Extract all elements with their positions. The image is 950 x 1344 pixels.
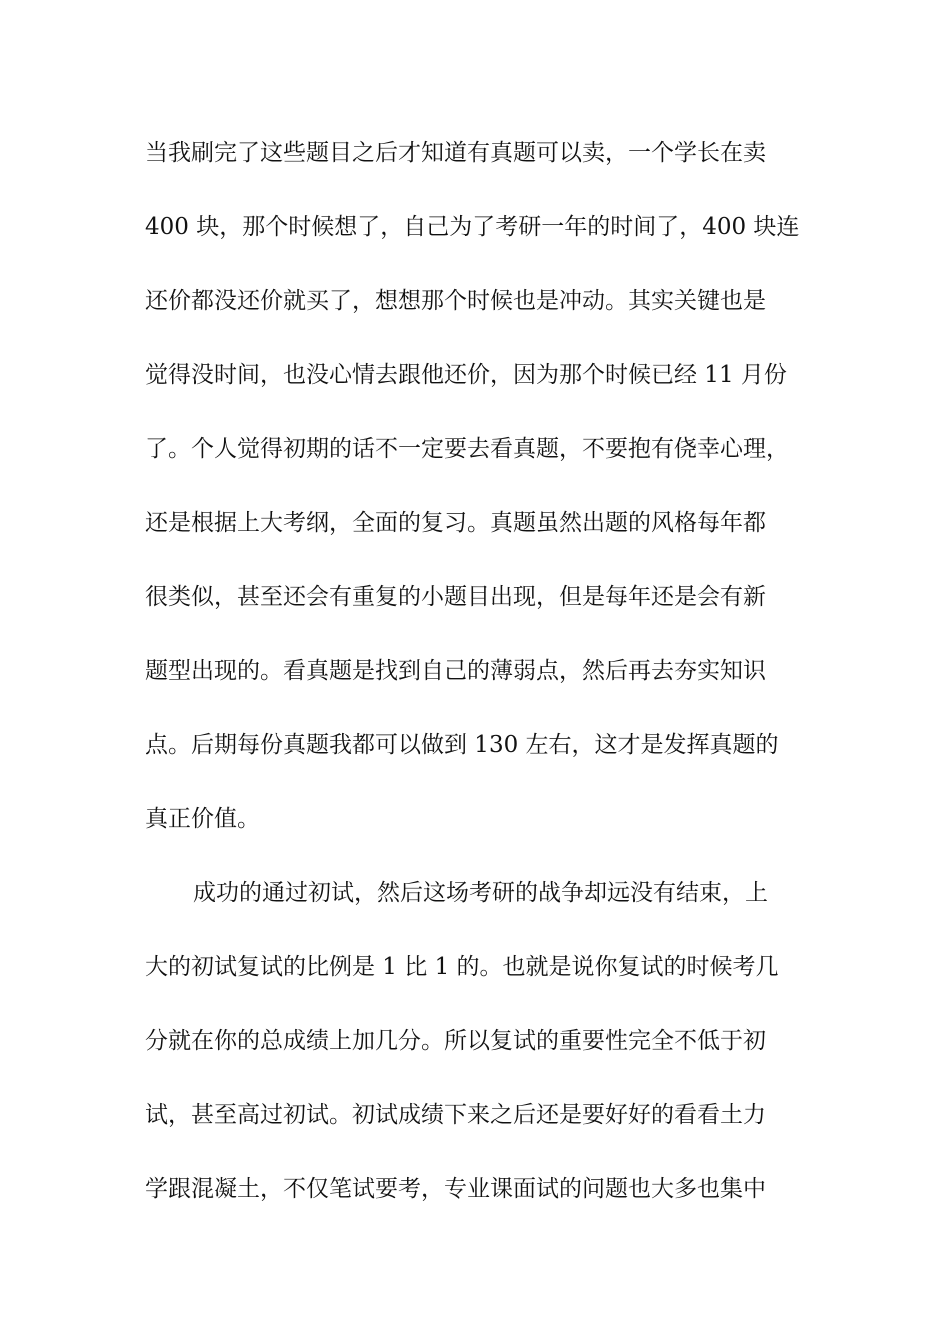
paragraph-line: 真正价值。 [145,806,260,832]
paragraph-line: 点。后期每份真题我都可以做到 130 左右，这才是发挥真题的 [145,732,779,758]
paragraph-line: 很类似，甚至还会有重复的小题目出现，但是每年还是会有新 [145,584,766,610]
paragraph-line: 大的初试复试的比例是 1 比 1 的。也就是说你复试的时候考几 [145,954,779,980]
paragraph-line: 还是根据上大考纲，全面的复习。真题虽然出题的风格每年都 [145,510,766,536]
paragraph-line: 还价都没还价就买了，想想那个时候也是冲动。其实关键也是 [145,288,766,314]
paragraph-line: 分就在你的总成绩上加几分。所以复试的重要性完全不低于初 [145,1028,766,1054]
paragraph-line: 觉得没时间，也没心情去跟他还价，因为那个时候已经 11 月份 [145,362,787,388]
paragraph-line: 题型出现的。看真题是找到自己的薄弱点，然后再去夯实知识 [145,658,766,684]
paragraph-line: 学跟混凝土，不仅笔试要考，专业课面试的问题也大多也集中 [145,1176,766,1202]
paragraph-line: 当我刷完了这些题目之后才知道有真题可以卖，一个学长在卖 [145,140,766,166]
paragraph-first-line: 成功的通过初试，然后这场考研的战争却远没有结束，上 [193,880,768,906]
paragraph-line: 400 块，那个时候想了，自己为了考研一年的时间了，400 块连 [145,214,800,240]
paragraph-line: 试，甚至高过初试。初试成绩下来之后还是要好好的看看土力 [145,1102,766,1128]
paragraph-line: 了。个人觉得初期的话不一定要去看真题，不要抱有侥幸心理， [145,436,789,462]
